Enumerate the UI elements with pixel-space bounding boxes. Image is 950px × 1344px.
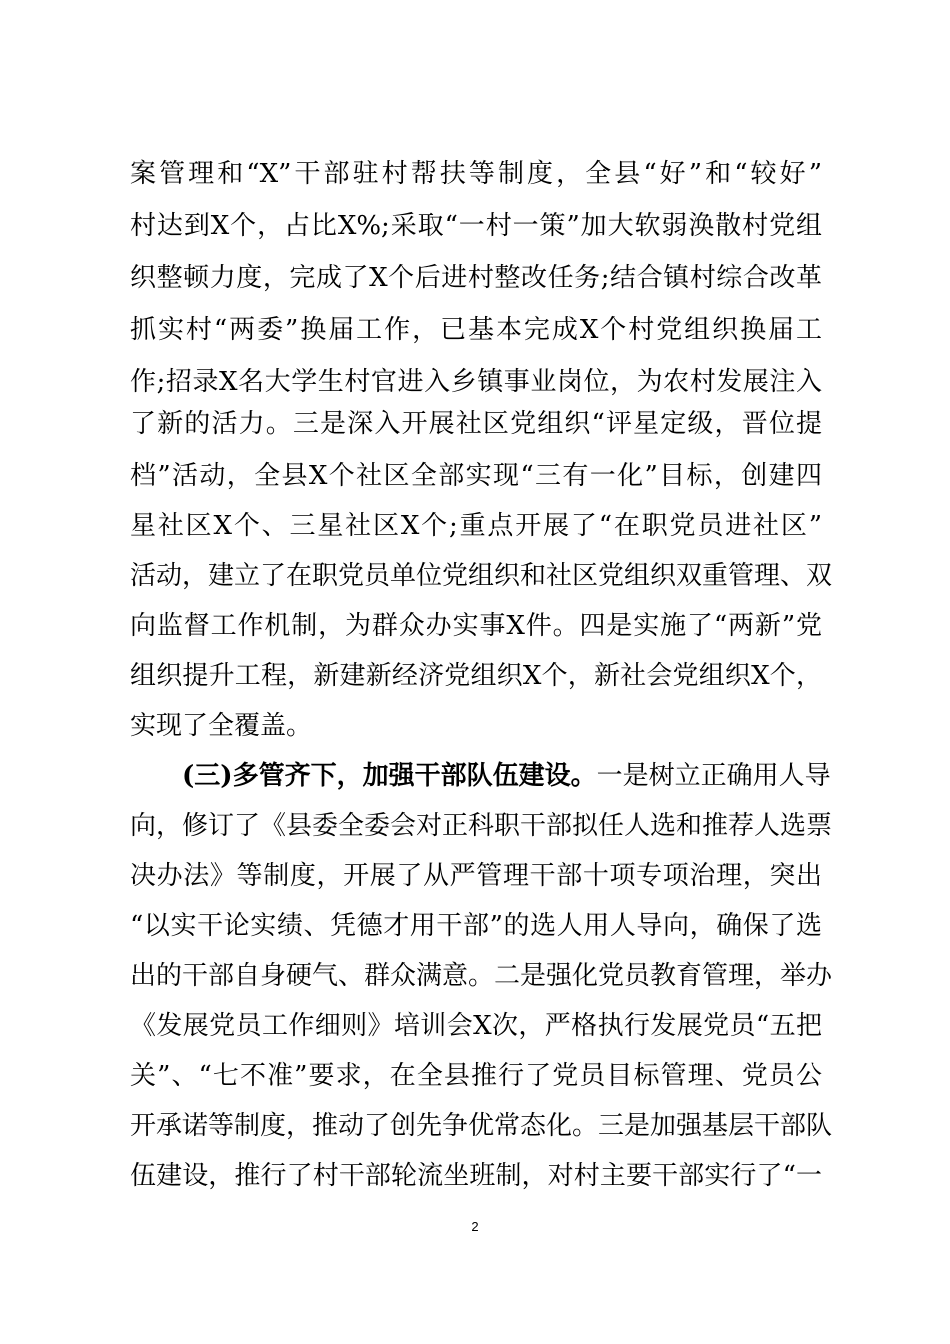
text-line: 案管理和“X”干部驻村帮扶等制度，全县“好”和“较好” bbox=[130, 159, 822, 189]
text-line: 出的干部自身硬气、群众满意。二是强化党员教育管理，举办 bbox=[130, 961, 833, 991]
section-first-line-text: 一是树立正确用人导 bbox=[596, 761, 831, 791]
text-line: 档”活动，全县X个社区全部实现“三有一化”目标，创建四 bbox=[130, 461, 822, 491]
text-line: 关”、“七不准”要求，在全县推行了党员目标管理、党员公 bbox=[130, 1061, 822, 1091]
text-line: 伍建设，推行了村干部轮流坐班制，对村主要干部实行了“一 bbox=[130, 1161, 822, 1191]
text-line: 开承诺等制度，推动了创先争优常态化。三是加强基层干部队 bbox=[130, 1111, 833, 1141]
text-line: 向监督工作机制，为群众办实事X件。四是实施了“两新”党 bbox=[130, 611, 822, 641]
text-line: 星社区X个、三星社区X个;重点开展了“在职党员进社区” bbox=[130, 511, 822, 541]
text-line: 抓实村“两委”换届工作，已基本完成X个村党组织换届工 bbox=[130, 315, 822, 345]
text-line: 织整顿力度，完成了X个后进村整改任务;结合镇村综合改革 bbox=[130, 263, 822, 293]
text-line: 决办法》等制度，开展了从严管理干部十项专项治理，突出 bbox=[130, 861, 822, 891]
text-line: “以实干论实绩、凭德才用干部”的选人用人导向，确保了选 bbox=[130, 911, 822, 941]
page-number: 2 bbox=[471, 1219, 479, 1234]
text-line: 《发展党员工作细则》培训会X次，严格执行发展党员“五把 bbox=[130, 1011, 822, 1041]
section-heading: (三)多管齐下，加强干部队伍建设。 bbox=[182, 761, 597, 791]
text-line: 实现了全覆盖。 bbox=[130, 711, 313, 741]
text-line: 作;招录X名大学生村官进入乡镇事业岗位，为农村发展注入 bbox=[130, 367, 822, 397]
text-line: 了新的活力。三是深入开展社区党组织“评星定级，晋位提 bbox=[130, 409, 822, 439]
section-first-line bbox=[182, 758, 831, 794]
text-line: 村达到X个，占比X%;采取“一村一策”加大软弱涣散村党组 bbox=[130, 211, 822, 241]
text-line: 活动，建立了在职党员单位党组织和社区党组织双重管理、双 bbox=[130, 561, 833, 591]
text-line: 组织提升工程，新建新经济党组织X个，新社会党组织X个， bbox=[130, 661, 822, 691]
text-line: 向，修订了《县委全委会对正科职干部拟任人选和推荐人选票 bbox=[130, 811, 833, 841]
